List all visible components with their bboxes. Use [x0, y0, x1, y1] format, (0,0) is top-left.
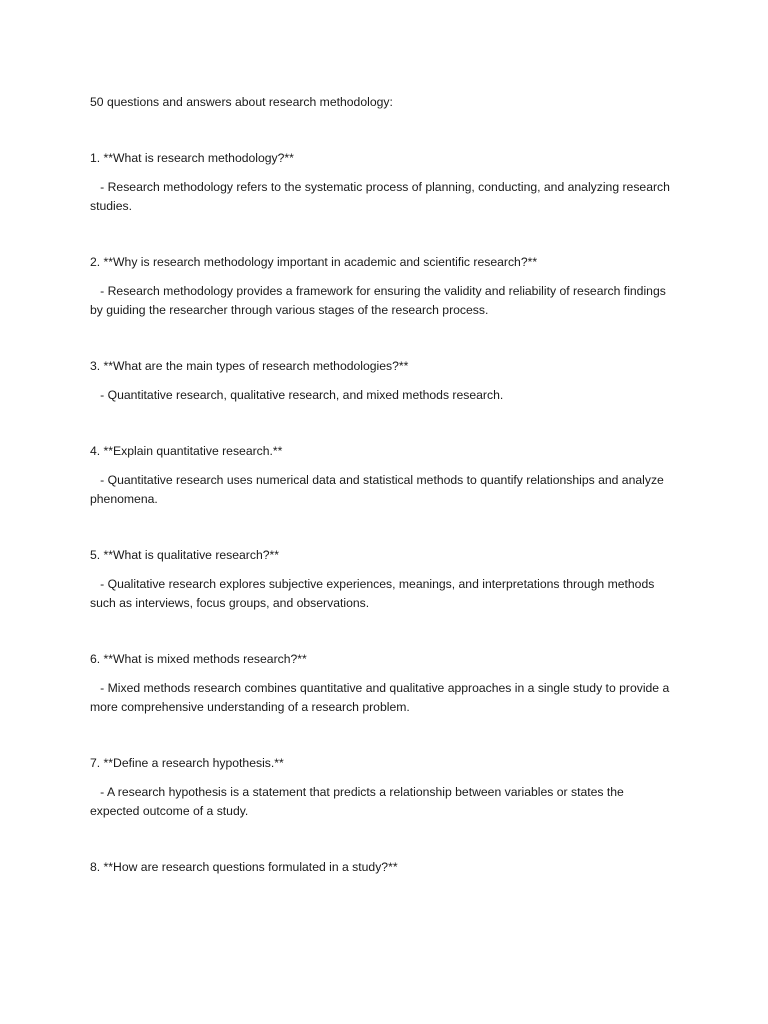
question-text: 3. **What are the main types of research methodologies?**	[90, 359, 409, 373]
document-body	[90, 93, 674, 887]
question-text: 8. **How are research questions formulated in a study?**	[90, 860, 398, 874]
question-text: 4. **Explain quantitative research.**	[90, 444, 283, 458]
qa-item	[90, 357, 670, 405]
qa-item	[90, 546, 670, 613]
document-intro: 50 questions and answers about research methodology:	[90, 95, 393, 109]
answer-text: - Research methodology provides a framework for ensuring the validity and reliability of research findings by guiding the researcher through various stages of the research process.	[90, 284, 670, 317]
question-text: 2. **Why is research methodology important in academic and scientific research?**	[90, 255, 538, 269]
answer-text: - Qualitative research explores subjective experiences, meanings, and interpretations through methods such as interviews, focus groups, and observations.	[90, 577, 658, 610]
qa-item	[90, 253, 670, 320]
qa-item	[90, 754, 670, 821]
answer-text: - Quantitative research uses numerical data and statistical methods to quantify relationships and analyze phenomena.	[90, 473, 668, 506]
qa-item	[90, 858, 670, 877]
qa-item	[90, 442, 670, 509]
question-text: 5. **What is qualitative research?**	[90, 548, 280, 562]
qa-item	[90, 650, 673, 717]
question-text: 6. **What is mixed methods research?**	[90, 652, 307, 666]
qa-item	[90, 149, 674, 216]
question-text: 1. **What is research methodology?**	[90, 151, 294, 165]
answer-text: - Mixed methods research combines quantitative and qualitative approaches in a single study to provide a more comprehensive understanding of a research problem.	[90, 681, 673, 714]
question-text: 7. **Define a research hypothesis.**	[90, 756, 284, 770]
answer-text: - Research methodology refers to the systematic process of planning, conducting, and analyzing research studies.	[90, 180, 674, 213]
answer-text: - A research hypothesis is a statement that predicts a relationship between variables or states the expected outcome of a study.	[90, 785, 628, 818]
answer-text: - Quantitative research, qualitative research, and mixed methods research.	[90, 388, 504, 402]
